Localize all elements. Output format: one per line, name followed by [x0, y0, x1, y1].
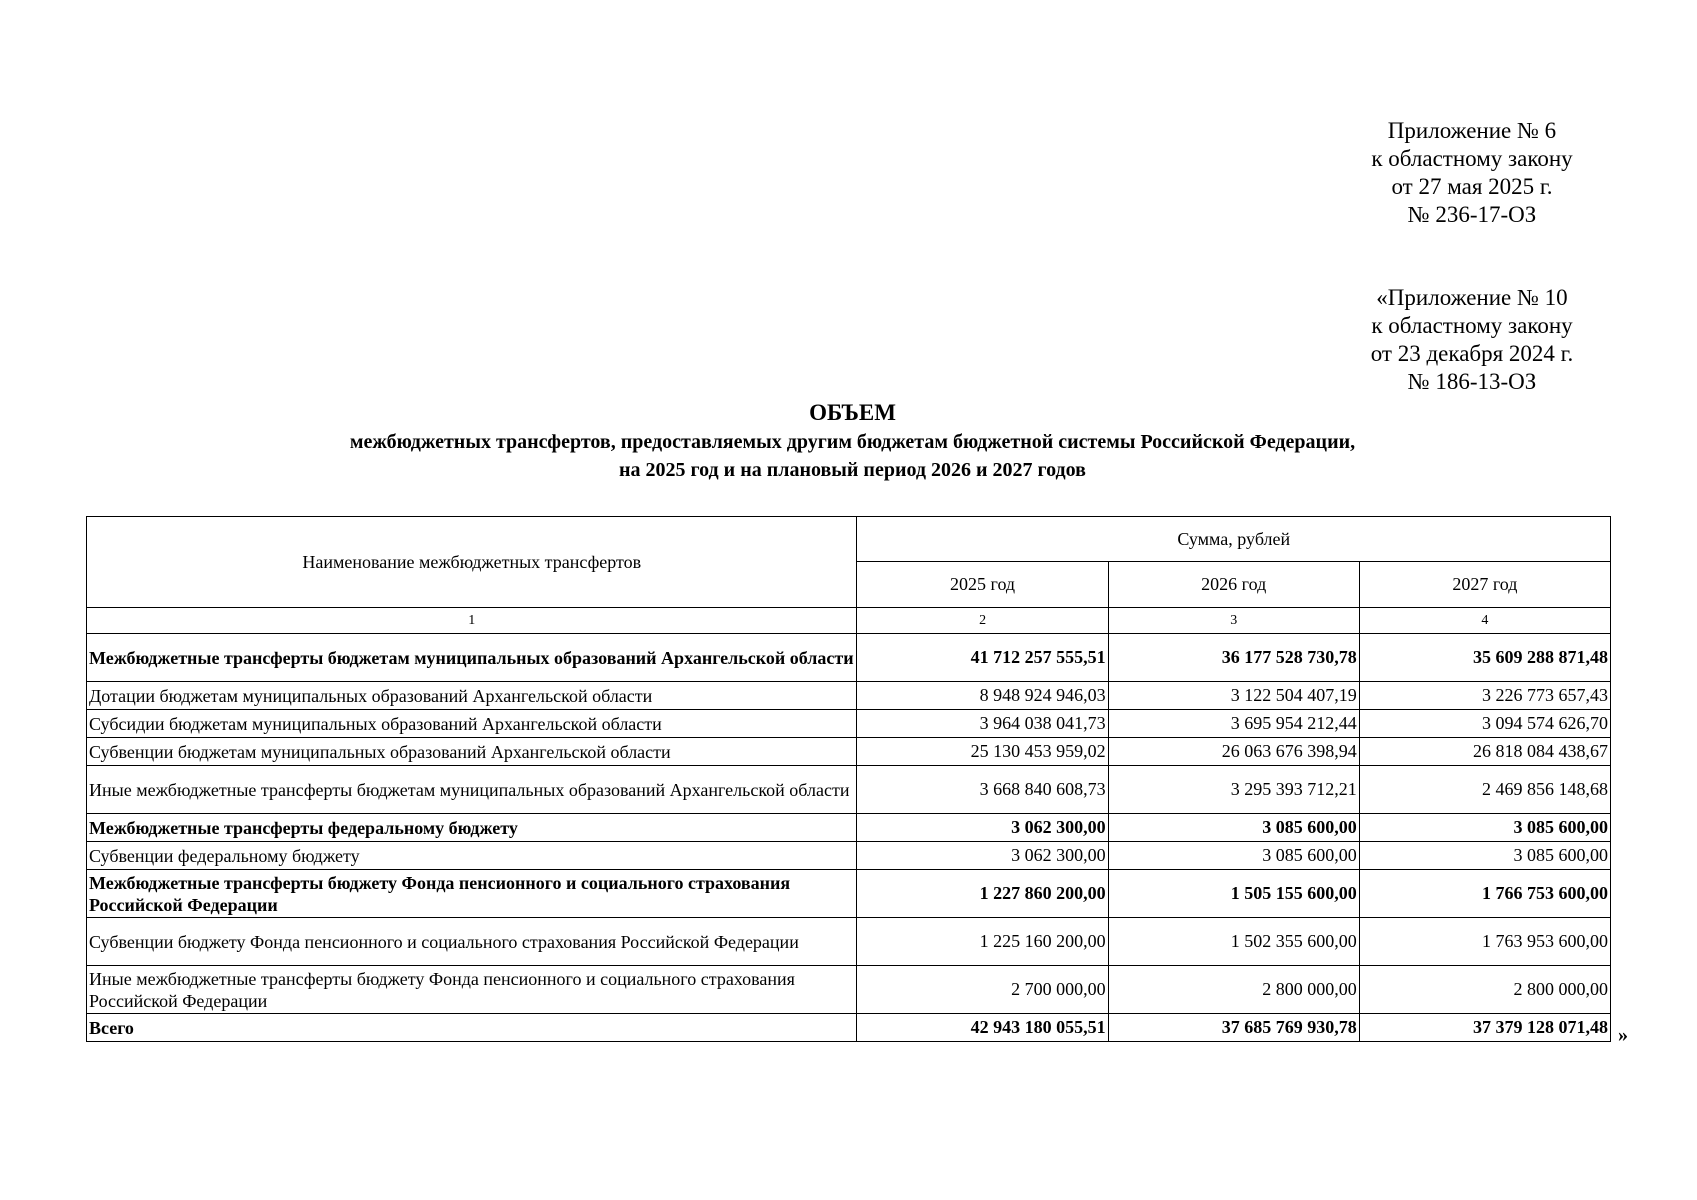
table-row [87, 634, 1611, 682]
value-2026-cell: 36 177 528 730,78 [1108, 634, 1359, 682]
header-year-2025: 2025 год [857, 562, 1108, 608]
value-2025-cell: 1 225 160 200,00 [857, 918, 1108, 966]
title-line-2: межбюджетных трансфертов, предоставляемых другим бюджетам бюджетной системы Российской Федерации, [349, 431, 1356, 453]
transfer-name-cell: Иные межбюджетные трансферты бюджетам муниципальных образований Архангельской области [87, 766, 857, 814]
header-transfer-name: Наименование межбюджетных трансфертов [87, 517, 857, 608]
document-title [80, 398, 1625, 484]
header-year-2027: 2027 год [1359, 562, 1610, 608]
table-row [87, 710, 1611, 738]
value-2025-cell: 3 062 300,00 [857, 842, 1108, 870]
value-2025-cell: 8 948 924 946,03 [857, 682, 1108, 710]
transfer-name-cell: Субсидии бюджетам муниципальных образований Архангельской области [87, 710, 857, 738]
table-row [87, 738, 1611, 766]
value-2027-cell: 1 763 953 600,00 [1359, 918, 1610, 966]
value-2027-cell: 2 469 856 148,68 [1359, 766, 1610, 814]
value-2025-cell: 25 130 453 959,02 [857, 738, 1108, 766]
value-2026-cell: 37 685 769 930,78 [1108, 1014, 1359, 1042]
table-row [87, 918, 1611, 966]
value-2025-cell: 3 668 840 608,73 [857, 766, 1108, 814]
column-number: 4 [1359, 608, 1610, 634]
value-2027-cell: 2 800 000,00 [1359, 966, 1610, 1014]
transfer-name-cell: Всего [87, 1014, 857, 1042]
appendix-amended [1322, 284, 1622, 396]
value-2025-cell: 3 964 038 041,73 [857, 710, 1108, 738]
value-2027-cell: 3 085 600,00 [1359, 842, 1610, 870]
column-number: 2 [857, 608, 1108, 634]
value-2026-cell: 3 295 393 712,21 [1108, 766, 1359, 814]
transfer-name-cell: Межбюджетные трансферты бюджету Фонда пенсионного и социального страхования Российской Федерации [87, 870, 857, 918]
value-2025-cell: 2 700 000,00 [857, 966, 1108, 1014]
transfer-name-cell: Субвенции федеральному бюджету [87, 842, 857, 870]
value-2025-cell: 41 712 257 555,51 [857, 634, 1108, 682]
value-2026-cell: 1 502 355 600,00 [1108, 918, 1359, 966]
table-row [87, 870, 1611, 918]
transfers-table [86, 516, 1611, 1042]
value-2027-cell: 3 085 600,00 [1359, 814, 1610, 842]
column-number: 1 [87, 608, 857, 634]
transfer-name-cell: Межбюджетные трансферты бюджетам муниципальных образований Архангельской области [87, 634, 857, 682]
appendix-current-line2: к областному закону [1371, 146, 1573, 171]
transfer-name-cell: Иные межбюджетные трансферты бюджету Фонда пенсионного и социального страхования Российской Федерации [87, 966, 857, 1014]
table-row [87, 814, 1611, 842]
value-2027-cell: 1 766 753 600,00 [1359, 870, 1610, 918]
table-body [87, 634, 1611, 1042]
transfer-name-cell: Субвенции бюджету Фонда пенсионного и социального страхования Российской Федерации [87, 918, 857, 966]
value-2027-cell: 3 226 773 657,43 [1359, 682, 1610, 710]
appendix-current-line4: № 236-17-ОЗ [1407, 202, 1537, 227]
value-2025-cell: 3 062 300,00 [857, 814, 1108, 842]
title-main: ОБЪЕМ [809, 400, 896, 425]
appendix-amended-line3: от 23 декабря 2024 г. [1370, 341, 1574, 366]
value-2025-cell: 42 943 180 055,51 [857, 1014, 1108, 1042]
value-2027-cell: 35 609 288 871,48 [1359, 634, 1610, 682]
appendix-amended-line2: к областному закону [1371, 313, 1573, 338]
value-2026-cell: 3 085 600,00 [1108, 814, 1359, 842]
title-line-3: на 2025 год и на плановый период 2026 и 2027 годов [619, 459, 1086, 481]
header-year-2026: 2026 год [1108, 562, 1359, 608]
value-2026-cell: 3 695 954 212,44 [1108, 710, 1359, 738]
value-2026-cell: 2 800 000,00 [1108, 966, 1359, 1014]
closing-quote: » [1618, 1024, 1628, 1046]
value-2025-cell: 1 227 860 200,00 [857, 870, 1108, 918]
appendix-amended-line4: № 186-13-ОЗ [1407, 369, 1537, 394]
column-number: 3 [1108, 608, 1359, 634]
value-2026-cell: 3 085 600,00 [1108, 842, 1359, 870]
value-2026-cell: 3 122 504 407,19 [1108, 682, 1359, 710]
value-2026-cell: 1 505 155 600,00 [1108, 870, 1359, 918]
value-2027-cell: 37 379 128 071,48 [1359, 1014, 1610, 1042]
appendix-current-line1: Приложение № 6 [1387, 118, 1557, 143]
table-row [87, 966, 1611, 1014]
transfer-name-cell: Дотации бюджетам муниципальных образований Архангельской области [87, 682, 857, 710]
appendix-current-line3: от 27 мая 2025 г. [1391, 174, 1553, 199]
table-row [87, 1014, 1611, 1042]
transfer-name-cell: Субвенции бюджетам муниципальных образований Архангельской области [87, 738, 857, 766]
appendix-current [1322, 117, 1622, 229]
table-row [87, 682, 1611, 710]
table-row [87, 766, 1611, 814]
value-2026-cell: 26 063 676 398,94 [1108, 738, 1359, 766]
value-2027-cell: 26 818 084 438,67 [1359, 738, 1610, 766]
transfer-name-cell: Межбюджетные трансферты федеральному бюджету [87, 814, 857, 842]
header-sum: Сумма, рублей [857, 517, 1611, 562]
value-2027-cell: 3 094 574 626,70 [1359, 710, 1610, 738]
appendix-amended-line1: «Приложение № 10 [1376, 285, 1568, 310]
table-row [87, 842, 1611, 870]
